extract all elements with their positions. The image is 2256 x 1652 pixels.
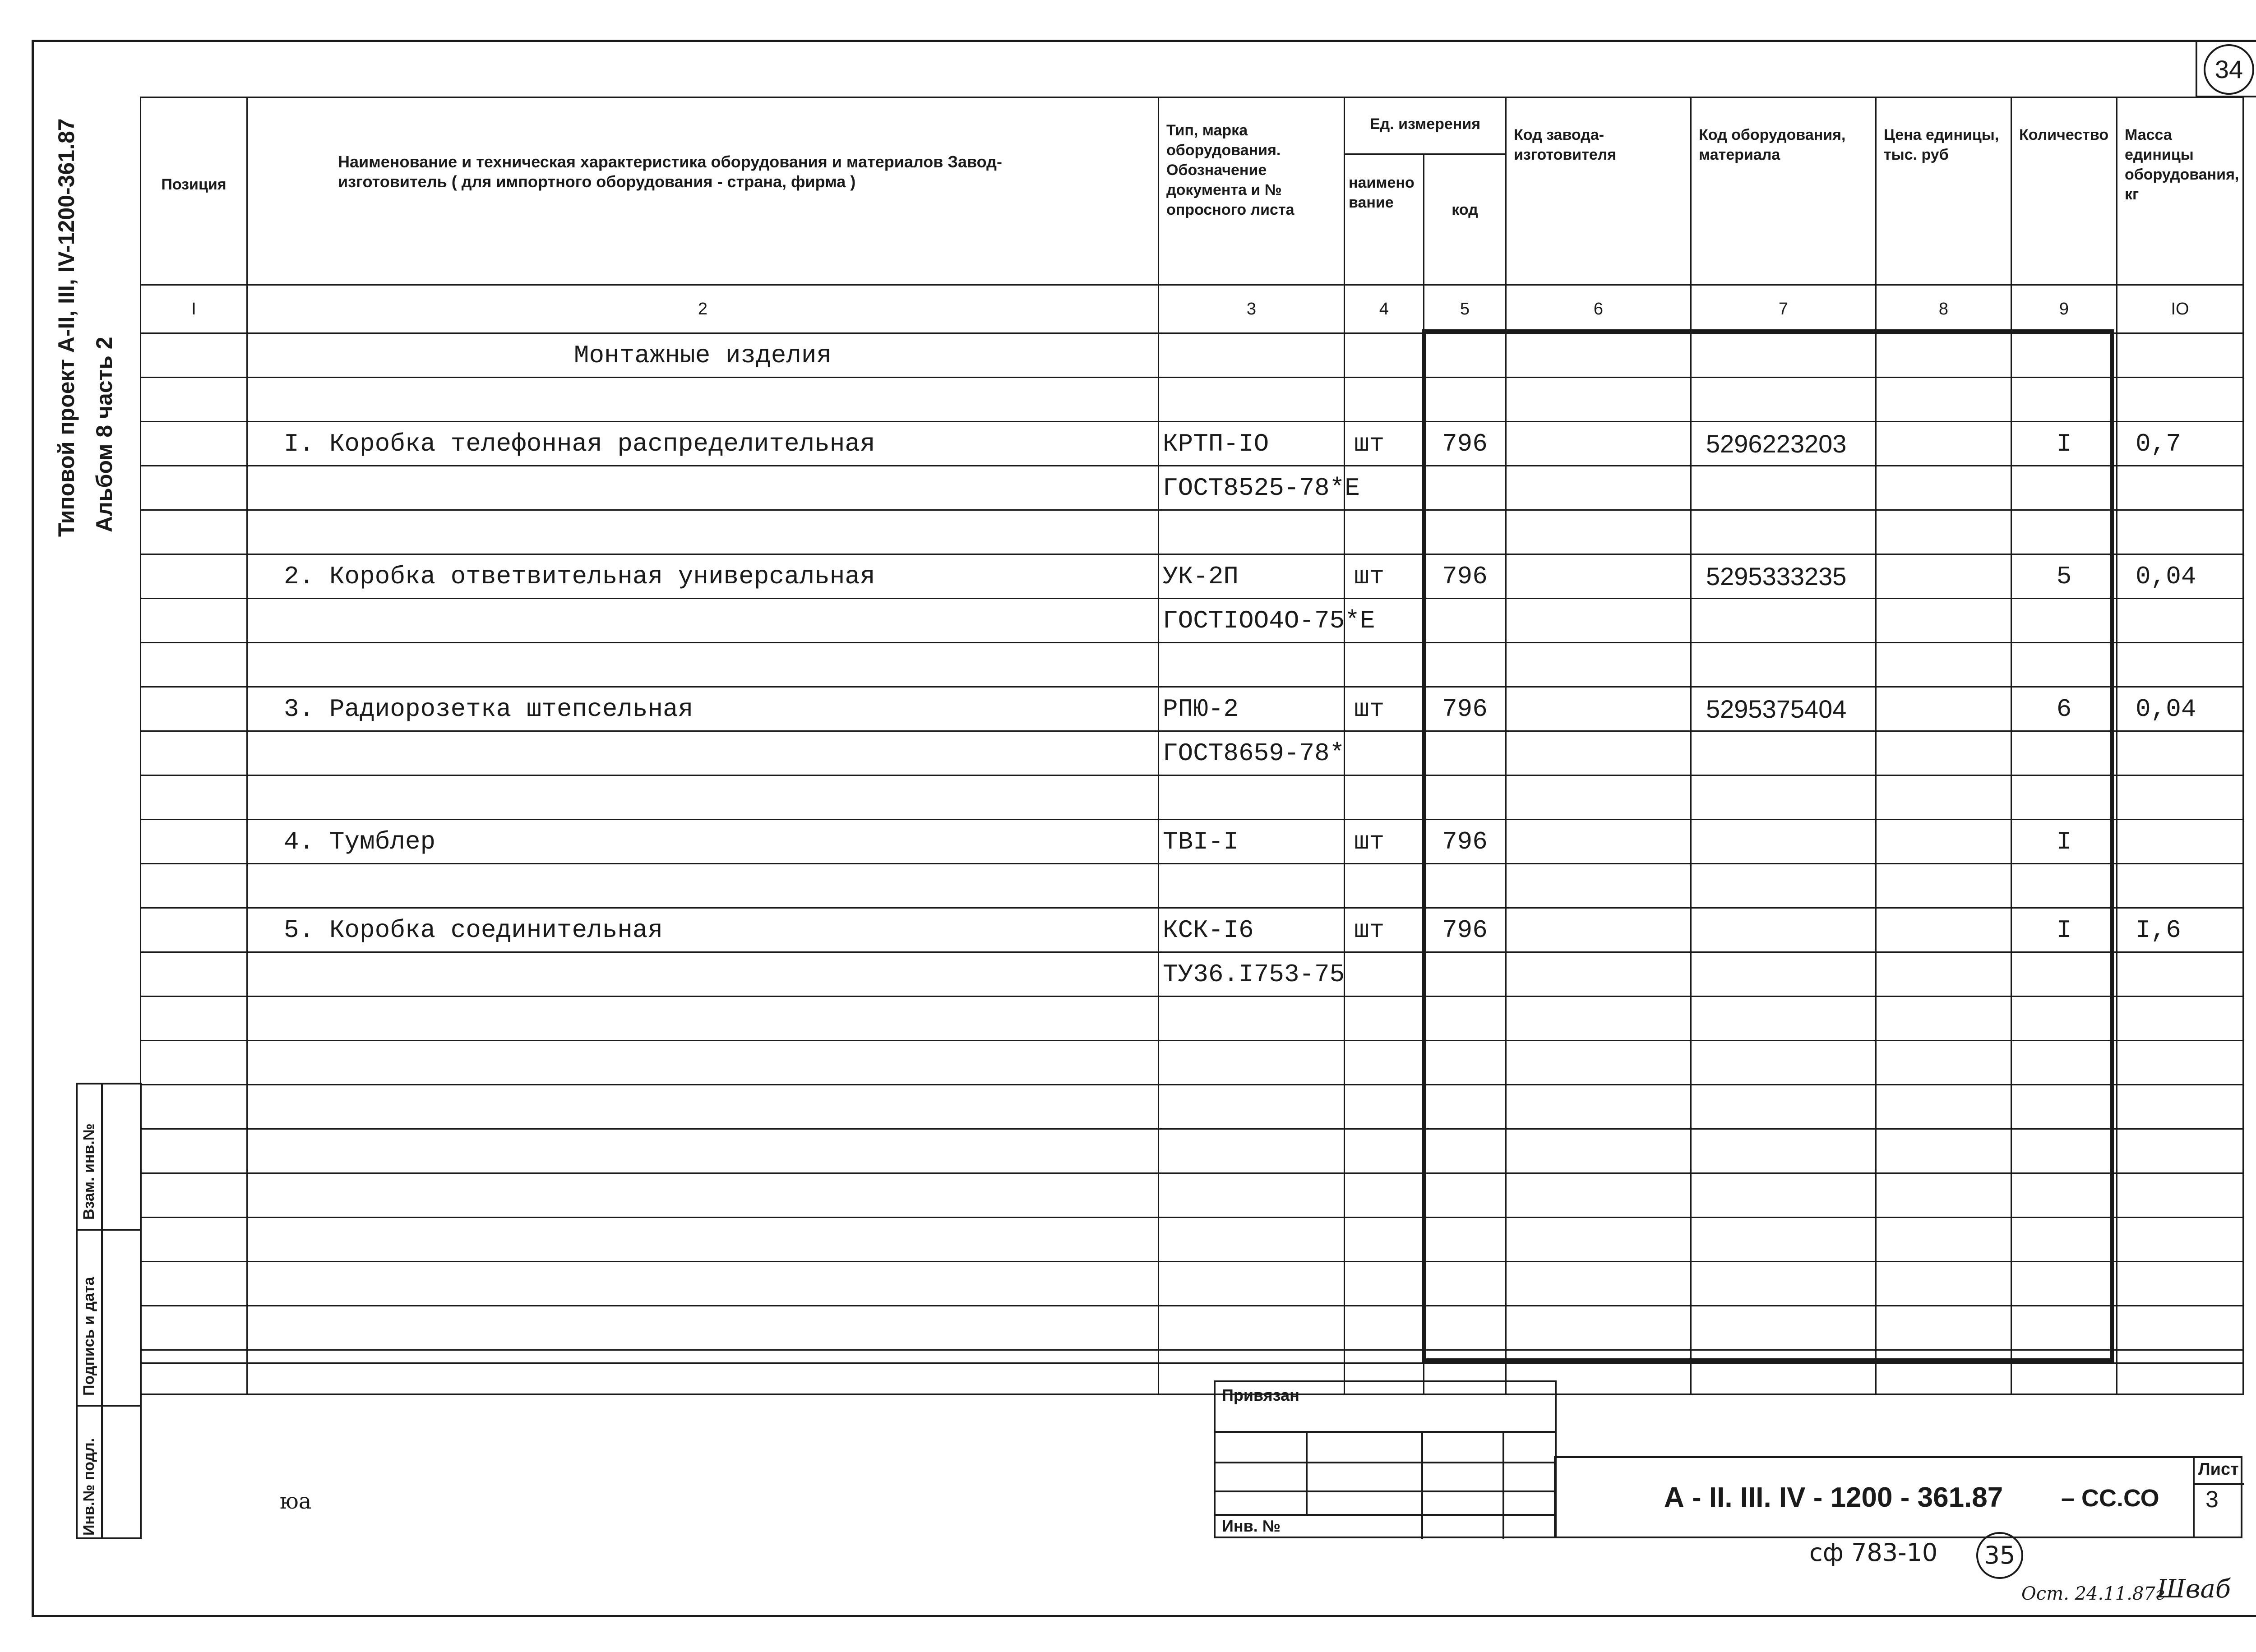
- table-row: [141, 1262, 2243, 1306]
- item-doc: ГОСТ8659-78*: [1159, 731, 1345, 775]
- item-type: РПЮ-2: [1159, 687, 1345, 731]
- table-row: [141, 1173, 2243, 1218]
- item-unit: шт: [1345, 820, 1424, 864]
- table-row: [141, 1306, 2243, 1350]
- col-num: 8: [1876, 285, 2011, 333]
- col-num: 6: [1506, 285, 1691, 333]
- item-type: КРТП-IO: [1159, 422, 1345, 466]
- item-type: ТВI-I: [1159, 820, 1345, 864]
- table-row: [141, 1041, 2243, 1085]
- item-quantity: 5: [2011, 554, 2117, 599]
- item-name: 3. Радиорозетка штепсельная: [247, 687, 1159, 731]
- col-num: 9: [2011, 285, 2117, 333]
- col-num: 2: [247, 285, 1159, 333]
- header-unit-group: Ед. измерения: [1345, 97, 1506, 154]
- item-unit-code: 796: [1424, 422, 1506, 466]
- item-equipment-code: 5295333235: [1691, 554, 1876, 599]
- item-equipment-code: 5296223203: [1691, 422, 1876, 466]
- item-name: 5. Коробка соединительная: [247, 908, 1159, 952]
- table-row: [141, 864, 2243, 908]
- binding-label: Привязан: [1222, 1386, 1299, 1404]
- item-unit: шт: [1345, 908, 1424, 952]
- col-num: 4: [1345, 285, 1424, 333]
- header-name: Наименование и техническая характеристика оборудования и материалов Завод-изготовитель ( для импортного оборудования - страна, фирма ): [247, 97, 1159, 285]
- archive-code: сф 783-10: [1809, 1538, 1938, 1567]
- header-type: Тип, марка оборудования. Обозначение документа и № опросного листа: [1159, 97, 1345, 285]
- header-position: Позиция: [141, 97, 247, 285]
- side-album-title: Альбом 8 часть 2: [92, 337, 117, 532]
- item-unit: шт: [1345, 554, 1424, 599]
- bottom-divider: [140, 1362, 2242, 1364]
- table-row: [141, 1085, 2243, 1129]
- table-row: [141, 643, 2243, 687]
- circled-number: 35: [1976, 1532, 2023, 1579]
- table-row: [141, 378, 2243, 422]
- column-number-row: [141, 285, 2243, 333]
- stamp-sign-date: Подпись и дата: [80, 1277, 97, 1396]
- item-mass: I,6: [2117, 908, 2243, 952]
- item-quantity: I: [2011, 908, 2117, 952]
- col-num: 5: [1424, 285, 1506, 333]
- item-quantity: I: [2011, 422, 2117, 466]
- item-quantity: I: [2011, 820, 2117, 864]
- table-row: [141, 599, 2243, 643]
- document-suffix: – СС.СО: [2061, 1485, 2159, 1512]
- item-mass: 0,04: [2117, 687, 2243, 731]
- table-row: [141, 510, 2243, 554]
- table-row: [141, 1350, 2243, 1394]
- stamp-orig-inv: Инв.№ подл.: [80, 1438, 97, 1536]
- side-project-title: Типовой проект А-II, III, IV-1200-361.87: [54, 118, 79, 537]
- header-price: Цена единицы, тыс. руб: [1876, 97, 2011, 285]
- table-row: [141, 554, 2243, 599]
- table-row: [141, 775, 2243, 820]
- header-quantity: Количество: [2011, 97, 2117, 285]
- item-type: УК-2П: [1159, 554, 1345, 599]
- header-equipment-code: Код оборудования, материала: [1691, 97, 1876, 285]
- left-mark: юа: [280, 1489, 312, 1514]
- title-block: [1554, 1456, 2242, 1538]
- item-quantity: 6: [2011, 687, 2117, 731]
- item-doc: ГОСТIOO4O-75*Е: [1159, 599, 1345, 643]
- table-row: [141, 422, 2243, 466]
- section-title: Монтажные изделия: [247, 333, 1159, 378]
- specification-table: [140, 97, 2244, 1395]
- table-row: [141, 466, 2243, 510]
- item-type: КСК-I6: [1159, 908, 1345, 952]
- item-doc: ТУ36.I753-75: [1159, 952, 1345, 997]
- table-row: [141, 952, 2243, 997]
- table-row: [141, 731, 2243, 775]
- col-num: I: [141, 285, 247, 333]
- binding-stamp: [1214, 1380, 1557, 1538]
- item-mass: 0,7: [2117, 422, 2243, 466]
- item-unit: шт: [1345, 422, 1424, 466]
- item-unit-code: 796: [1424, 554, 1506, 599]
- item-unit: шт: [1345, 687, 1424, 731]
- document-code: А - II. III. IV - 1200 - 361.87: [1664, 1482, 2003, 1513]
- table-row: [141, 333, 2243, 378]
- stamp-replace-inv: Взам. инв.№: [80, 1123, 97, 1220]
- item-name: 2. Коробка ответвительная универсальная: [247, 554, 1159, 599]
- item-equipment-code: 5295375404: [1691, 687, 1876, 731]
- item-unit-code: 796: [1424, 908, 1506, 952]
- table-row: [141, 997, 2243, 1041]
- signature-date: Ост. 24.11.87г: [2021, 1583, 2164, 1604]
- table-row: [141, 908, 2243, 952]
- item-unit-code: 796: [1424, 687, 1506, 731]
- item-mass: 0,04: [2117, 554, 2243, 599]
- col-num: 3: [1159, 285, 1345, 333]
- col-num: 7: [1691, 285, 1876, 333]
- item-unit-code: 796: [1424, 820, 1506, 864]
- header-unit-name: наименование: [1345, 154, 1424, 285]
- item-name: I. Коробка телефонная распределительная: [247, 422, 1159, 466]
- table-row: [141, 687, 2243, 731]
- table-row: [141, 820, 2243, 864]
- sheet-label: Лист: [2198, 1460, 2239, 1479]
- item-name: 4. Тумблер: [247, 820, 1159, 864]
- header-factory-code: Код завода-изготовителя: [1506, 97, 1691, 285]
- header-row-top: [141, 97, 2243, 154]
- header-mass: Масса единицы оборудования, кг: [2117, 97, 2243, 285]
- header-unit-code: код: [1424, 154, 1506, 285]
- side-stamp: [76, 1083, 142, 1539]
- col-num: IO: [2117, 285, 2243, 333]
- page-number-badge: 34: [2204, 44, 2254, 95]
- sheet-number: 3: [2205, 1486, 2219, 1513]
- inventory-number-label: Инв. №: [1222, 1517, 1281, 1535]
- item-doc: ГОСТ8525-78*Е: [1159, 466, 1345, 510]
- signature: Шваб: [2157, 1574, 2231, 1604]
- table-row: [141, 1129, 2243, 1173]
- table-row: [141, 1218, 2243, 1262]
